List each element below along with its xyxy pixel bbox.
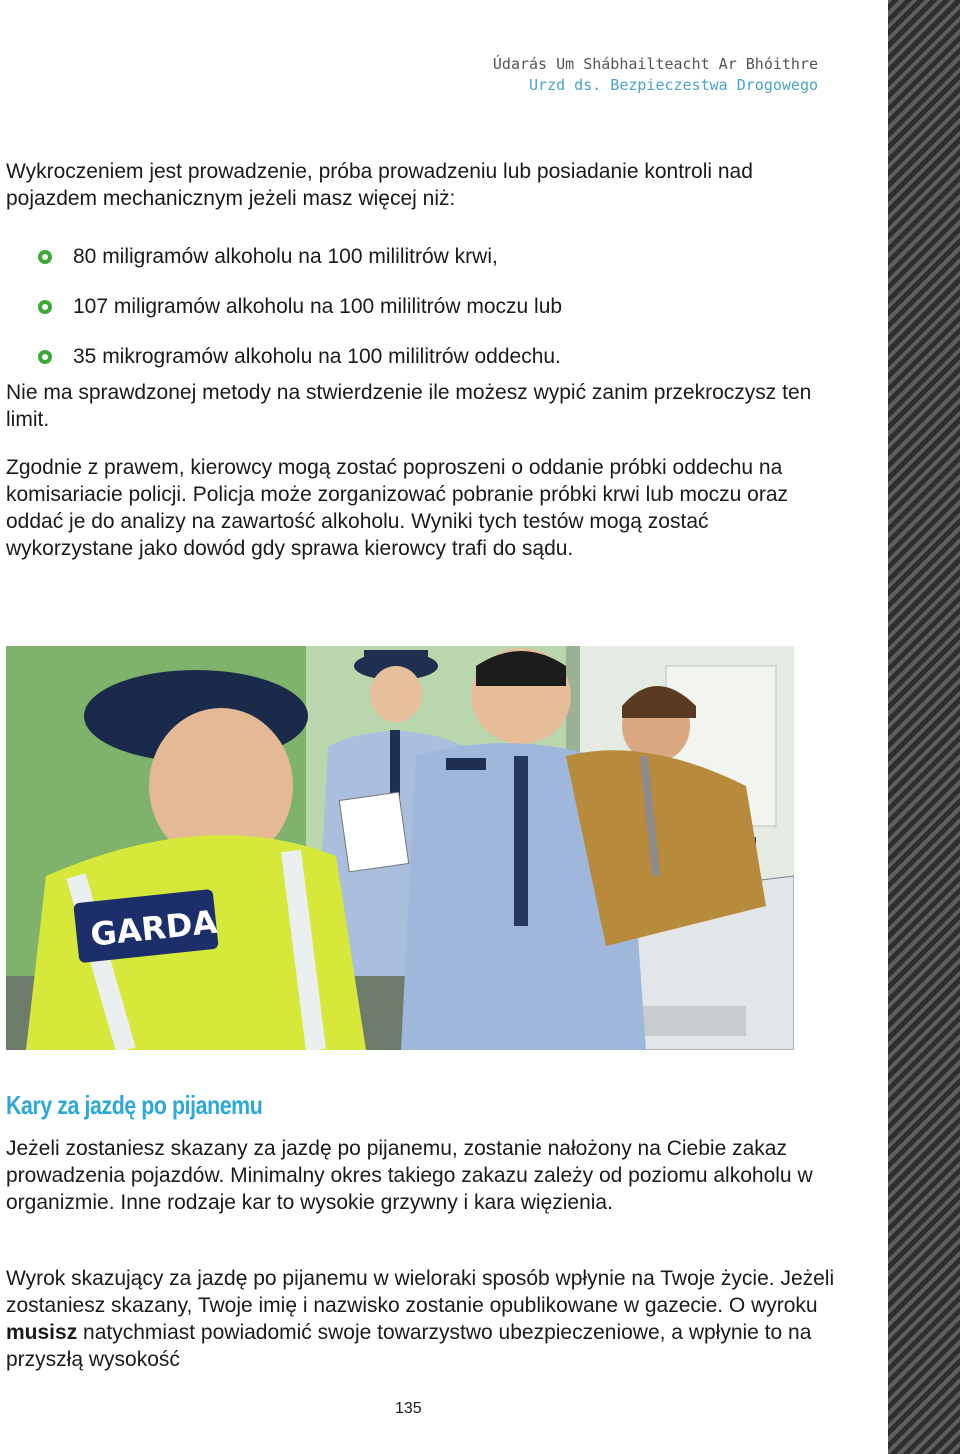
bullet-icon bbox=[38, 350, 52, 364]
header-line-polish: Urzd ds. Bezpieczestwa Drogowego bbox=[529, 76, 818, 94]
paragraph-law: Zgodnie z prawem, kierowcy mogą zostać poproszeni o oddanie próbki oddechu na komisariacie policji. Policja może zorganizować pobranie próbki krwi lub moczu oraz oddać je do analizy na zawartość alkoholu. Wyniki tych testów mogą zostać wykorzystane jako dowód gdy sprawa kierowcy trafi do sądu. bbox=[6, 456, 788, 560]
intro-paragraph: Wykroczeniem jest prowadzenie, próba prowadzeniu lub posiadanie kontroli nad pojazdem mechanicznym jeżeli masz więcej niż: bbox=[6, 160, 753, 210]
paragraph-penalties: Jeżeli zostaniesz skazany za jazdę po pijanemu, zostanie nałożony na Ciebie zakaz prowadzenia pojazdów. Minimalny okres takiego zakazu zależy od poziomu alkoholu w organizmie. Inne rodzaje kar to wysokie grzywny i kara więzienia. bbox=[6, 1137, 813, 1214]
list-item bbox=[38, 332, 818, 382]
police-breath-test-illustration bbox=[6, 646, 794, 1050]
section-heading: Kary za jazdę po pijanemu bbox=[6, 1090, 263, 1120]
bullet-icon bbox=[38, 250, 52, 264]
consequences-text-before: Wyrok skazujący za jazdę po pijanemu w wieloraki sposób wpłynie na Twoje życie. Jeżeli zostaniesz skazany, Twoje imię i nazwisko zostanie opublikowane w gazecie. O wyroku bbox=[6, 1267, 835, 1317]
page-number: 135 bbox=[395, 1400, 422, 1417]
paragraph-limit: Nie ma sprawdzonej metody na stwierdzenie ile możesz wypić zanim przekroczysz ten limit. bbox=[6, 381, 812, 431]
list-item bbox=[38, 232, 818, 282]
list-item-text: 35 mikrogramów alkoholu na 100 mililitrów oddechu. bbox=[73, 345, 561, 368]
decorative-side-stripe bbox=[888, 0, 960, 1454]
list-item bbox=[38, 282, 818, 332]
vest-garda-label: GARDA bbox=[88, 902, 219, 954]
bullet-list bbox=[38, 232, 818, 382]
header-line-irish: Údarás Um Shábhailteacht Ar Bhóithre bbox=[492, 55, 818, 73]
consequences-text-after: natychmiast powiadomić swoje towarzystwo ubezpieczeniowe, a wpłynie to na przyszłą wysokość bbox=[6, 1321, 812, 1371]
emphasis-musisz: musisz bbox=[6, 1321, 78, 1344]
list-item-text: 80 miligramów alkoholu na 100 mililitrów krwi, bbox=[73, 245, 498, 268]
bullet-icon bbox=[38, 300, 52, 314]
paragraph-consequences bbox=[6, 1265, 836, 1373]
page-header bbox=[493, 54, 818, 96]
list-item-text: 107 miligramów alkoholu na 100 mililitrów moczu lub bbox=[73, 295, 563, 318]
